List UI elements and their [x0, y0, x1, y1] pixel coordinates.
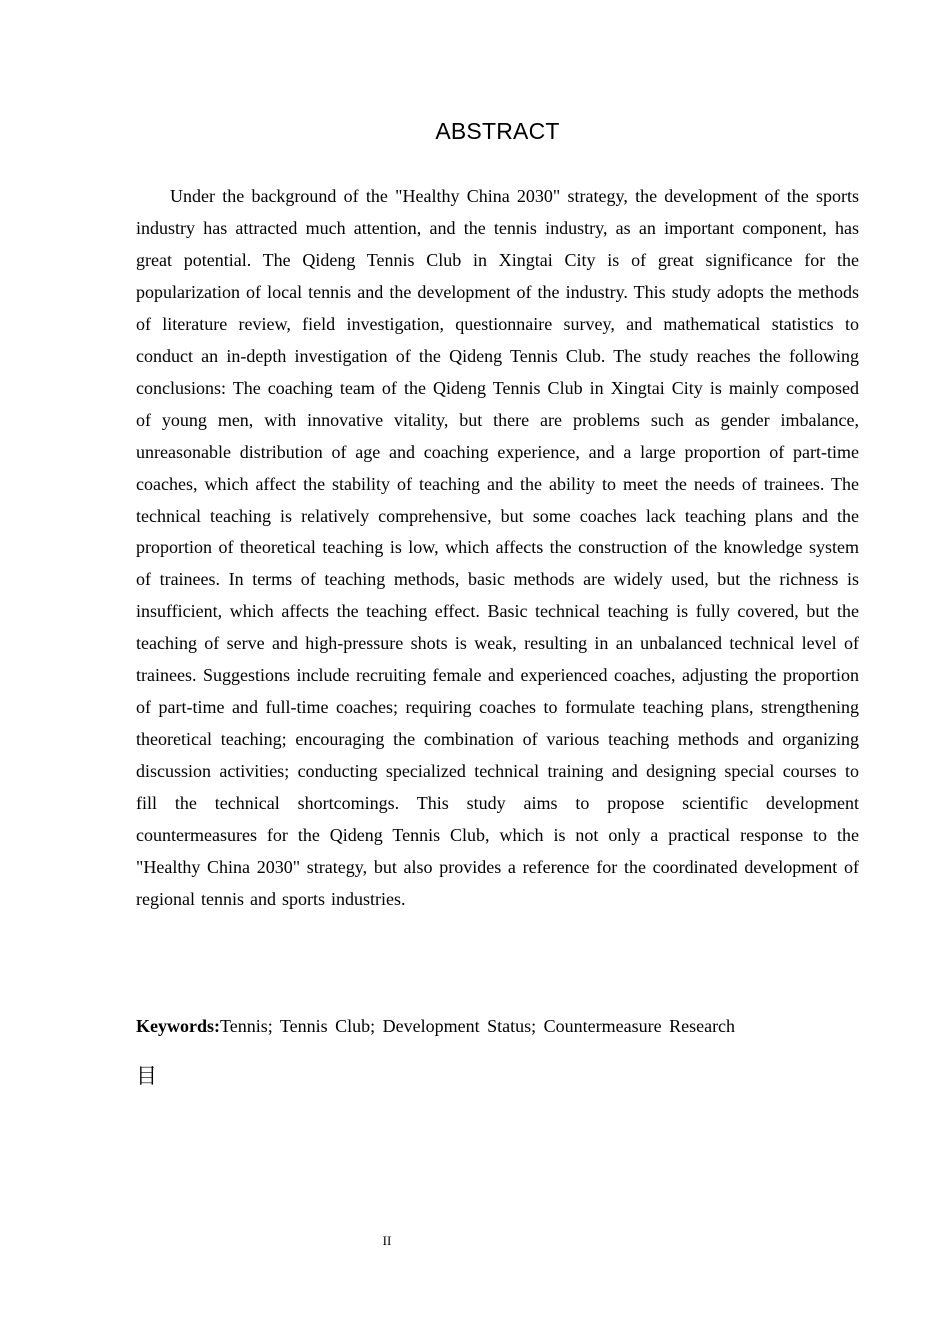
toc-heading: 目	[136, 1064, 157, 1088]
keywords-line	[136, 1010, 859, 1042]
page-number: II	[382, 1233, 392, 1248]
abstract-title: ABSTRACT	[435, 118, 560, 144]
keywords-text: Tennis; Tennis Club; Development Status; Countermeasure Research	[220, 1016, 736, 1036]
keywords-label: Keywords:	[136, 1016, 220, 1036]
abstract-body: Under the background of the "Healthy China 2030" strategy, the development of the sports industry has attracted much attention, and the tennis industry, as an important component, has great potential. The Qideng Tennis Club in Xingtai City is of great significance for the popularization of local tennis and the development of the industry. This study adopts the methods of literature review, field investigation, questionnaire survey, and mathematical statistics to conduct an in-depth investigation of the Qideng Tennis Club. The study reaches the following conclusions: The coaching team of the Qideng Tennis Club in Xingtai City is mainly composed of young men, with innovative vitality, but there are problems such as gender imbalance, unreasonable distribution of age and coaching experience, and a large proportion of part-time coaches, which affect the stability of teaching and the ability to meet the needs of trainees. The technical teaching is relatively comprehensive, but some coaches lack teaching plans and the proportion of theoretical teaching is low, which affects the construction of the knowledge system of trainees. In terms of teaching methods, basic methods are widely used, but the richness is insufficient, which affects the teaching effect. Basic technical teaching is fully covered, but the teaching of serve and high-pressure shots is weak, resulting in an unbalanced technical level of trainees. Suggestions include recruiting female and experienced coaches, adjusting the proportion of part-time and full-time coaches; requiring coaches to formulate teaching plans, strengthening theoretical teaching; encouraging the combination of various teaching methods and organizing discussion activities; conducting specialized technical training and designing special courses to fill the technical shortcomings. This study aims to propose scientific development countermeasures for the Qideng Tennis Club, which is not only a practical response to the "Healthy China 2030" strategy, but also provides a reference for the coordinated development of regional tennis and sports industries.	[136, 186, 859, 909]
